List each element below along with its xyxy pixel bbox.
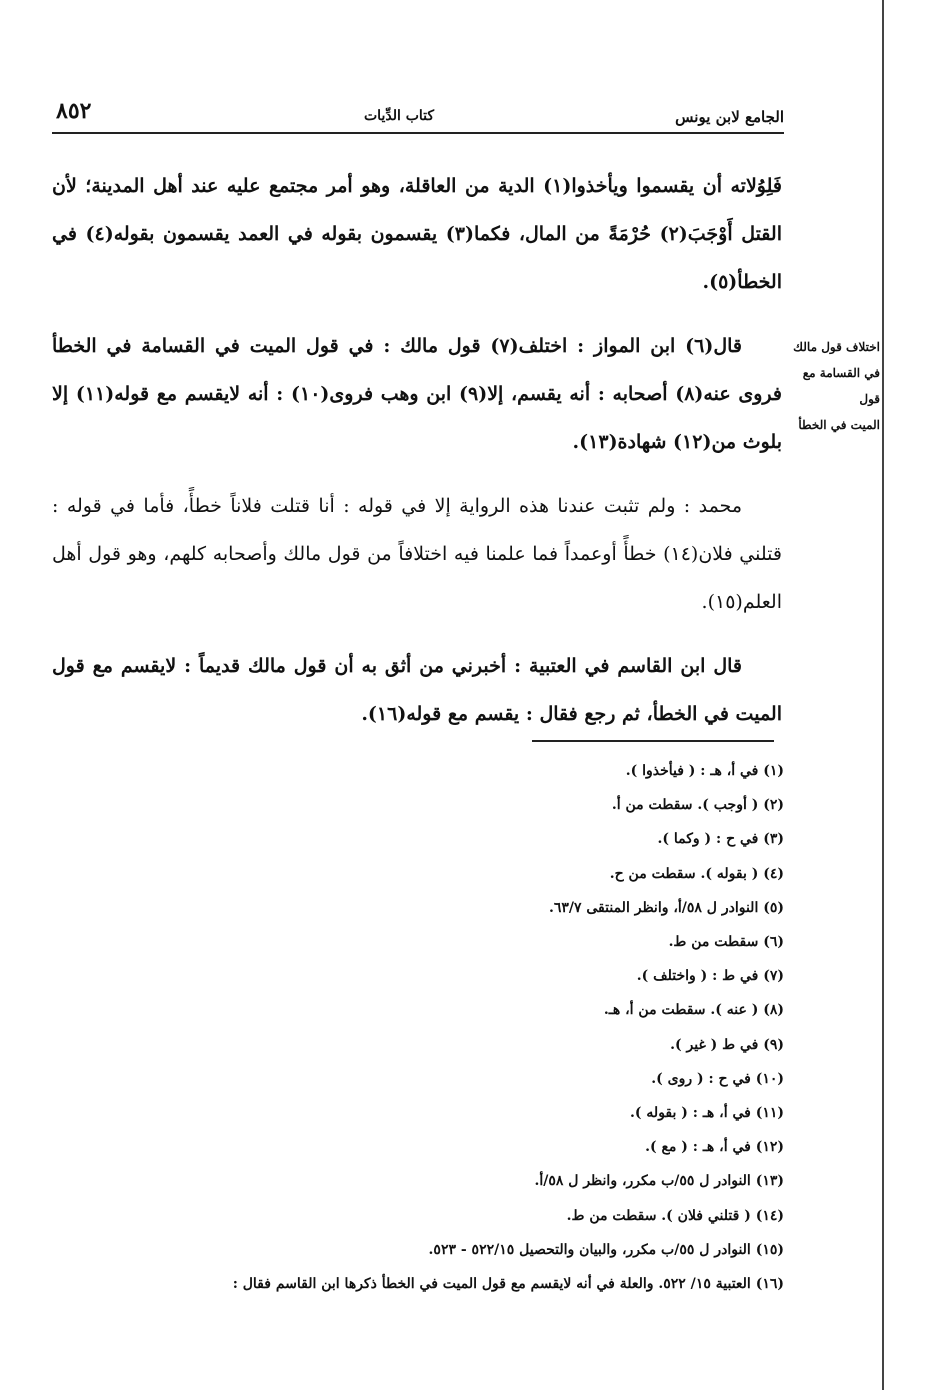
footnote: (٥) النوادر ل ٥٨/أ، وانظر المنتقى ٦٣/٧. — [548, 899, 784, 916]
margin-note — [790, 334, 880, 438]
margin-note-line: اختلاف قول مالك — [793, 340, 880, 354]
footnote: (١١) في أ، هـ : ( بقوله ). — [630, 1105, 784, 1122]
running-header — [52, 96, 784, 134]
footnote: (٤) ( بقوله ). سقطت من ح. — [609, 865, 784, 882]
footnote: (٣) في ح : ( وكما ). — [657, 831, 784, 848]
footnote: (١٠) في ح : ( روى ). — [651, 1070, 784, 1087]
footnotes — [40, 754, 784, 1301]
footnote: (٢) ( أوجب ). سقطت من أ. — [611, 797, 784, 814]
chapter-title: كتاب الدِّيات — [364, 108, 435, 124]
footnote: (١٣) النوادر ل ٥٥/ب مكرر، وانظر ل ٥٨/أ. — [534, 1173, 784, 1190]
margin-note-line: في القسامة مع قول — [802, 366, 880, 406]
footnote: (٨) ( عنه ). سقطت من أ، هـ. — [603, 1002, 784, 1019]
paragraph-3: محمد : ولم تثبت عندنا هذه الرواية إلا في قوله : أنا قتلت فلاناً خطأً، فأما في قوله : قتلني فلان(١٤) خطأً أوعمداً فما علمنا فيه اختلافاً من قول مالك وأصحابه كلهم، وهو قول أهل العلم(١٥). — [52, 495, 782, 613]
footnote: (٩) في ط ( غير ). — [670, 1036, 784, 1053]
page-number: ٨٥٢ — [56, 98, 92, 124]
paragraph-2: قال(٦) ابن المواز : اختلف(٧) قول مالك : في قول الميت في القسامة في الخطأ فروى عنه(٨) أصحابه : أنه يقسم، إلا(٩) ابن وهب فروى(١٠) : أنه لايقسم مع قوله(١١) إلا بلوث من(١٢) شهادة(١٣). — [52, 335, 782, 453]
footnote: (١٤) ( قتلني فلان ). سقطت من ط. — [566, 1207, 784, 1224]
page-edge-line — [882, 0, 884, 1390]
footnote: (٦) سقطت من ط. — [668, 934, 784, 951]
footnote: (١) في أ، هـ : ( فيأخذوا ). — [625, 763, 784, 779]
main-text — [52, 162, 782, 754]
paragraph-4: قال ابن القاسم في العتبية : أخبرني من أثق به أن قول مالك قديماً : لايقسم مع قول الميت في الخطأ، ثم رجع فقال : يقسم مع قوله(١٦). — [52, 655, 782, 725]
footnote: (١٢) في أ، هـ : ( مع ). — [645, 1139, 784, 1156]
book-title: الجامع لابن يونس — [675, 108, 784, 126]
margin-note-line: الميت في الخطأ — [798, 418, 880, 432]
footnote: (٧) في ط : ( واختلف ). — [636, 968, 784, 985]
paragraph-1: فَلِوُلاته أن يقسموا ويأخذوا(١) الدية من العاقلة، وهو أمر مجتمع عليه عند أهل المدينة؛ لأن القتل أَوْجَبَ(٢) حُرْمَةً من المال، فكما(٣) يقسمون بقوله في العمد يقسمون بقوله(٤) في الخطأ(٥). — [52, 175, 782, 293]
footnote: (١٦) العتبية ١٥/ ٥٢٢. والعلة في أنه لايقسم مع قول الميت في الخطأ ذكرها ابن القاسم فقال : — [232, 1276, 784, 1293]
footnote-separator — [532, 740, 774, 742]
footnote: (١٥) النوادر ل ٥٥/ب مكرر، والبيان والتحصيل ٥٢٢/١٥ - ٥٢٣. — [428, 1241, 784, 1258]
